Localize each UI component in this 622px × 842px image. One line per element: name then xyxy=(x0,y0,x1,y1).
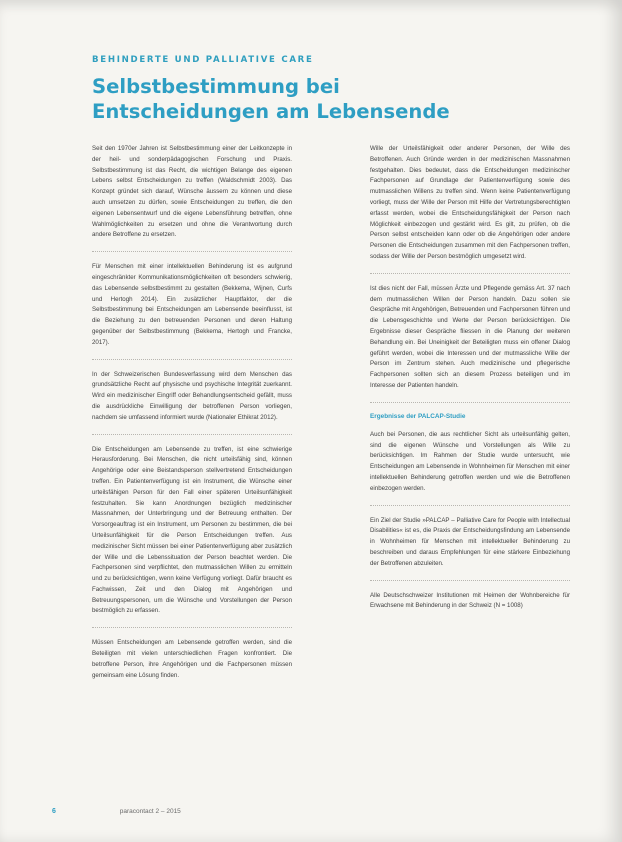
paragraph: Ein Ziel der Studie »PALCAP – Palliative Care for People with Intellectual Disabilities« ist es, die Praxis der Entscheidungsfindung am Lebensende in Wohnheimen für Menschen mit intellektueller Behinderung zu beschreiben und daraus Empfehlungen für eine stärkere Einbeziehung der Betroffenen abzuleiten. xyxy=(370,516,570,581)
right-column xyxy=(370,144,570,612)
paragraph: Seit den 1970er Jahren ist Selbstbestimmung einer der Leitkonzepte in der heil- und sonderpädagogischen Forschung und Praxis. Selbstbestimmung ist das Recht, die wichtigen Belange des eigenen Lebens selbst Entscheidungen zu treffen (Waldschmidt 2003). Das Konzept gründet sich darauf, Wünsche äussern zu können und diese auch umsetzen zu dürfen, sowie Entscheidungen zu treffen, die den eigenen Lebensentwurf und die eigene Lebensführung betreffen, ohne Wahlmöglichkeiten zu ersetzen und ohne die Verantwortung durch andere Betroffene zu ersetzen. xyxy=(92,144,292,252)
section-kicker: BEHINDERTE UND PALLIATIVE CARE xyxy=(92,55,314,65)
paragraph: In der Schweizerischen Bundesverfassung wird dem Menschen das grundsätzliche Recht auf physische und psychische Integrität zuerkannt. Wird ein medizinischer Eingriff oder Behandlungsentscheid gefällt, muss die ausdrückliche Einwilligung der betroffenen Person vorliegen, nachdem sie umfassend informiert wurde (Nationaler Ethikrat 2012). xyxy=(92,370,292,435)
article-title: Selbstbestimmung bei Entscheidungen am Lebensende xyxy=(92,75,450,123)
paragraph: Ist dies nicht der Fall, müssen Ärzte und Pflegende gemäss Art. 37 nach dem mutmasslichen Willen der Person handeln. Dazu sollen sie Gespräche mit Angehörigen, Betreuenden und Fachpersonen führen und die Lebensgeschichte und Werte der Person berücksichtigen. Die Ergebnisse dieser Gespräche fliessen in die Planung der weiteren Behandlung ein. Bei Uneinigkeit der Beteiligten muss ein offener Dialog geführt werden, wobei die Interessen und der mutmassliche Wille der Person im Zentrum stehen. Auch medizinische und pflegerische Fachpersonen sollten sich an diesem Prozess beteiligen und im Interesse der Patienten handeln. xyxy=(370,284,570,403)
paragraph: Alle Deutschschweizer Institutionen mit Heimen der Wohnbereiche für Erwachsene mit Behinderung in der Schweiz (N = 1008) xyxy=(370,591,570,610)
section-subheading: Ergebnisse der PALCAP-Studie xyxy=(370,412,466,420)
paragraph: Müssen Entscheidungen am Lebensende getroffen werden, sind die Beteiligten mit vielen unterschiedlichen Fragen konfrontiert. Die betroffene Person, ihre Angehörigen und die Fachpersonen müssen gemeinsam eine Lösung finden. xyxy=(92,639,292,679)
paragraph: Wille der Urteilsfähigkeit oder anderer Personen, der Wille des Betroffenen. Auch Gründe werden in der medizinischen Massnahmen festgehalten. Dies bedeutet, dass die Entscheidungen medizinischer Fachpersonen auf Grundlage der Patientenverfügung sowie des mutmasslichen Willens zu treffen sind. Wenn keine Patientenverfügung vorliegt, muss der Wille der Person mit Hilfe der Vertretungsberechtigten erfasst werden, wobei die Entscheidungsfähigkeit der Person nach Möglichkeit einbezogen und gestärkt wird. Es gilt, zu prüfen, ob die Person selbst entscheiden kann oder ob die Angehörigen oder andere Personen die Entscheidungen zusammen mit den Fachpersonen treffen, sodass der Wille der Person bestmöglich umgesetzt wird. xyxy=(370,144,570,274)
left-column xyxy=(92,144,292,681)
paragraph: Auch bei Personen, die aus rechtlicher Sicht als urteilsunfähig gelten, sind die eigenen Wünsche und Vorstellungen als Wille zu berücksichtigen. Im Rahmen der Studie wurde untersucht, wie Entscheidungen am Lebensende in Wohnheimen für Menschen mit einer intellektuellen Behinderung getroffen werden und wie die Betroffenen einbezogen werden. xyxy=(370,430,570,506)
paragraph: Die Entscheidungen am Lebensende zu treffen, ist eine schwierige Herausforderung. Bei Menschen, die nicht urteilsfähig sind, können Angehörige oder eine Beistandsperson stellvertretend Entscheidungen treffen. Ein Patientenverfügung ist ein Instrument, die Wünsche einer urteilsfähigen Person für den Fall einer späteren Urteilsunfähigkeit festzuhalten. Sie kann Anordnungen bezüglich medizinischer Massnahmen, der Unterbringung und der Betreuung enthalten. Der Vorsorgeauftrag ist ein Instrument, um Personen zu bestimmen, die bei Urteilsunfähigkeit für die Person Entscheidungen treffen. Aus medizinischer Sicht müssen bei einer Patientenverfügung aber zusätzlich der Wille und die Lebenssituation der Person beachtet werden. Die Fachpersonen sind verpflichtet, den mutmasslichen Willen zu ermitteln und zu berücksichtigen, wenn keine Verfügung vorliegt. Dafür braucht es Fachwissen, Zeit und den Dialog mit Angehörigen und Betreuungspersonen, um die Wünsche und Vorstellungen der Person bestmöglich zu erfassen. xyxy=(92,445,292,629)
paragraph: Für Menschen mit einer intellektuellen Behinderung ist es aufgrund eingeschränkter Kommunikationsmöglichkeiten oft besonders schwierig, das Lebensende selbstbestimmt zu gestalten (Bekkema, Wijnen, Curfs und Hertogh 2014). Ein zusätzlicher Hauptfaktor, der die Selbstbestimmung bei Entscheidungen am Lebensende beeinflusst, ist die Beziehung zu den betreuenden Personen und deren Haltung gegenüber der Selbstbestimmung (Bekkema, Hertogh und Francke, 2017). xyxy=(92,262,292,359)
page-number: 6 xyxy=(52,808,56,815)
page-footer xyxy=(52,808,181,815)
journal-name: paracontact 2 – 2015 xyxy=(119,808,181,815)
